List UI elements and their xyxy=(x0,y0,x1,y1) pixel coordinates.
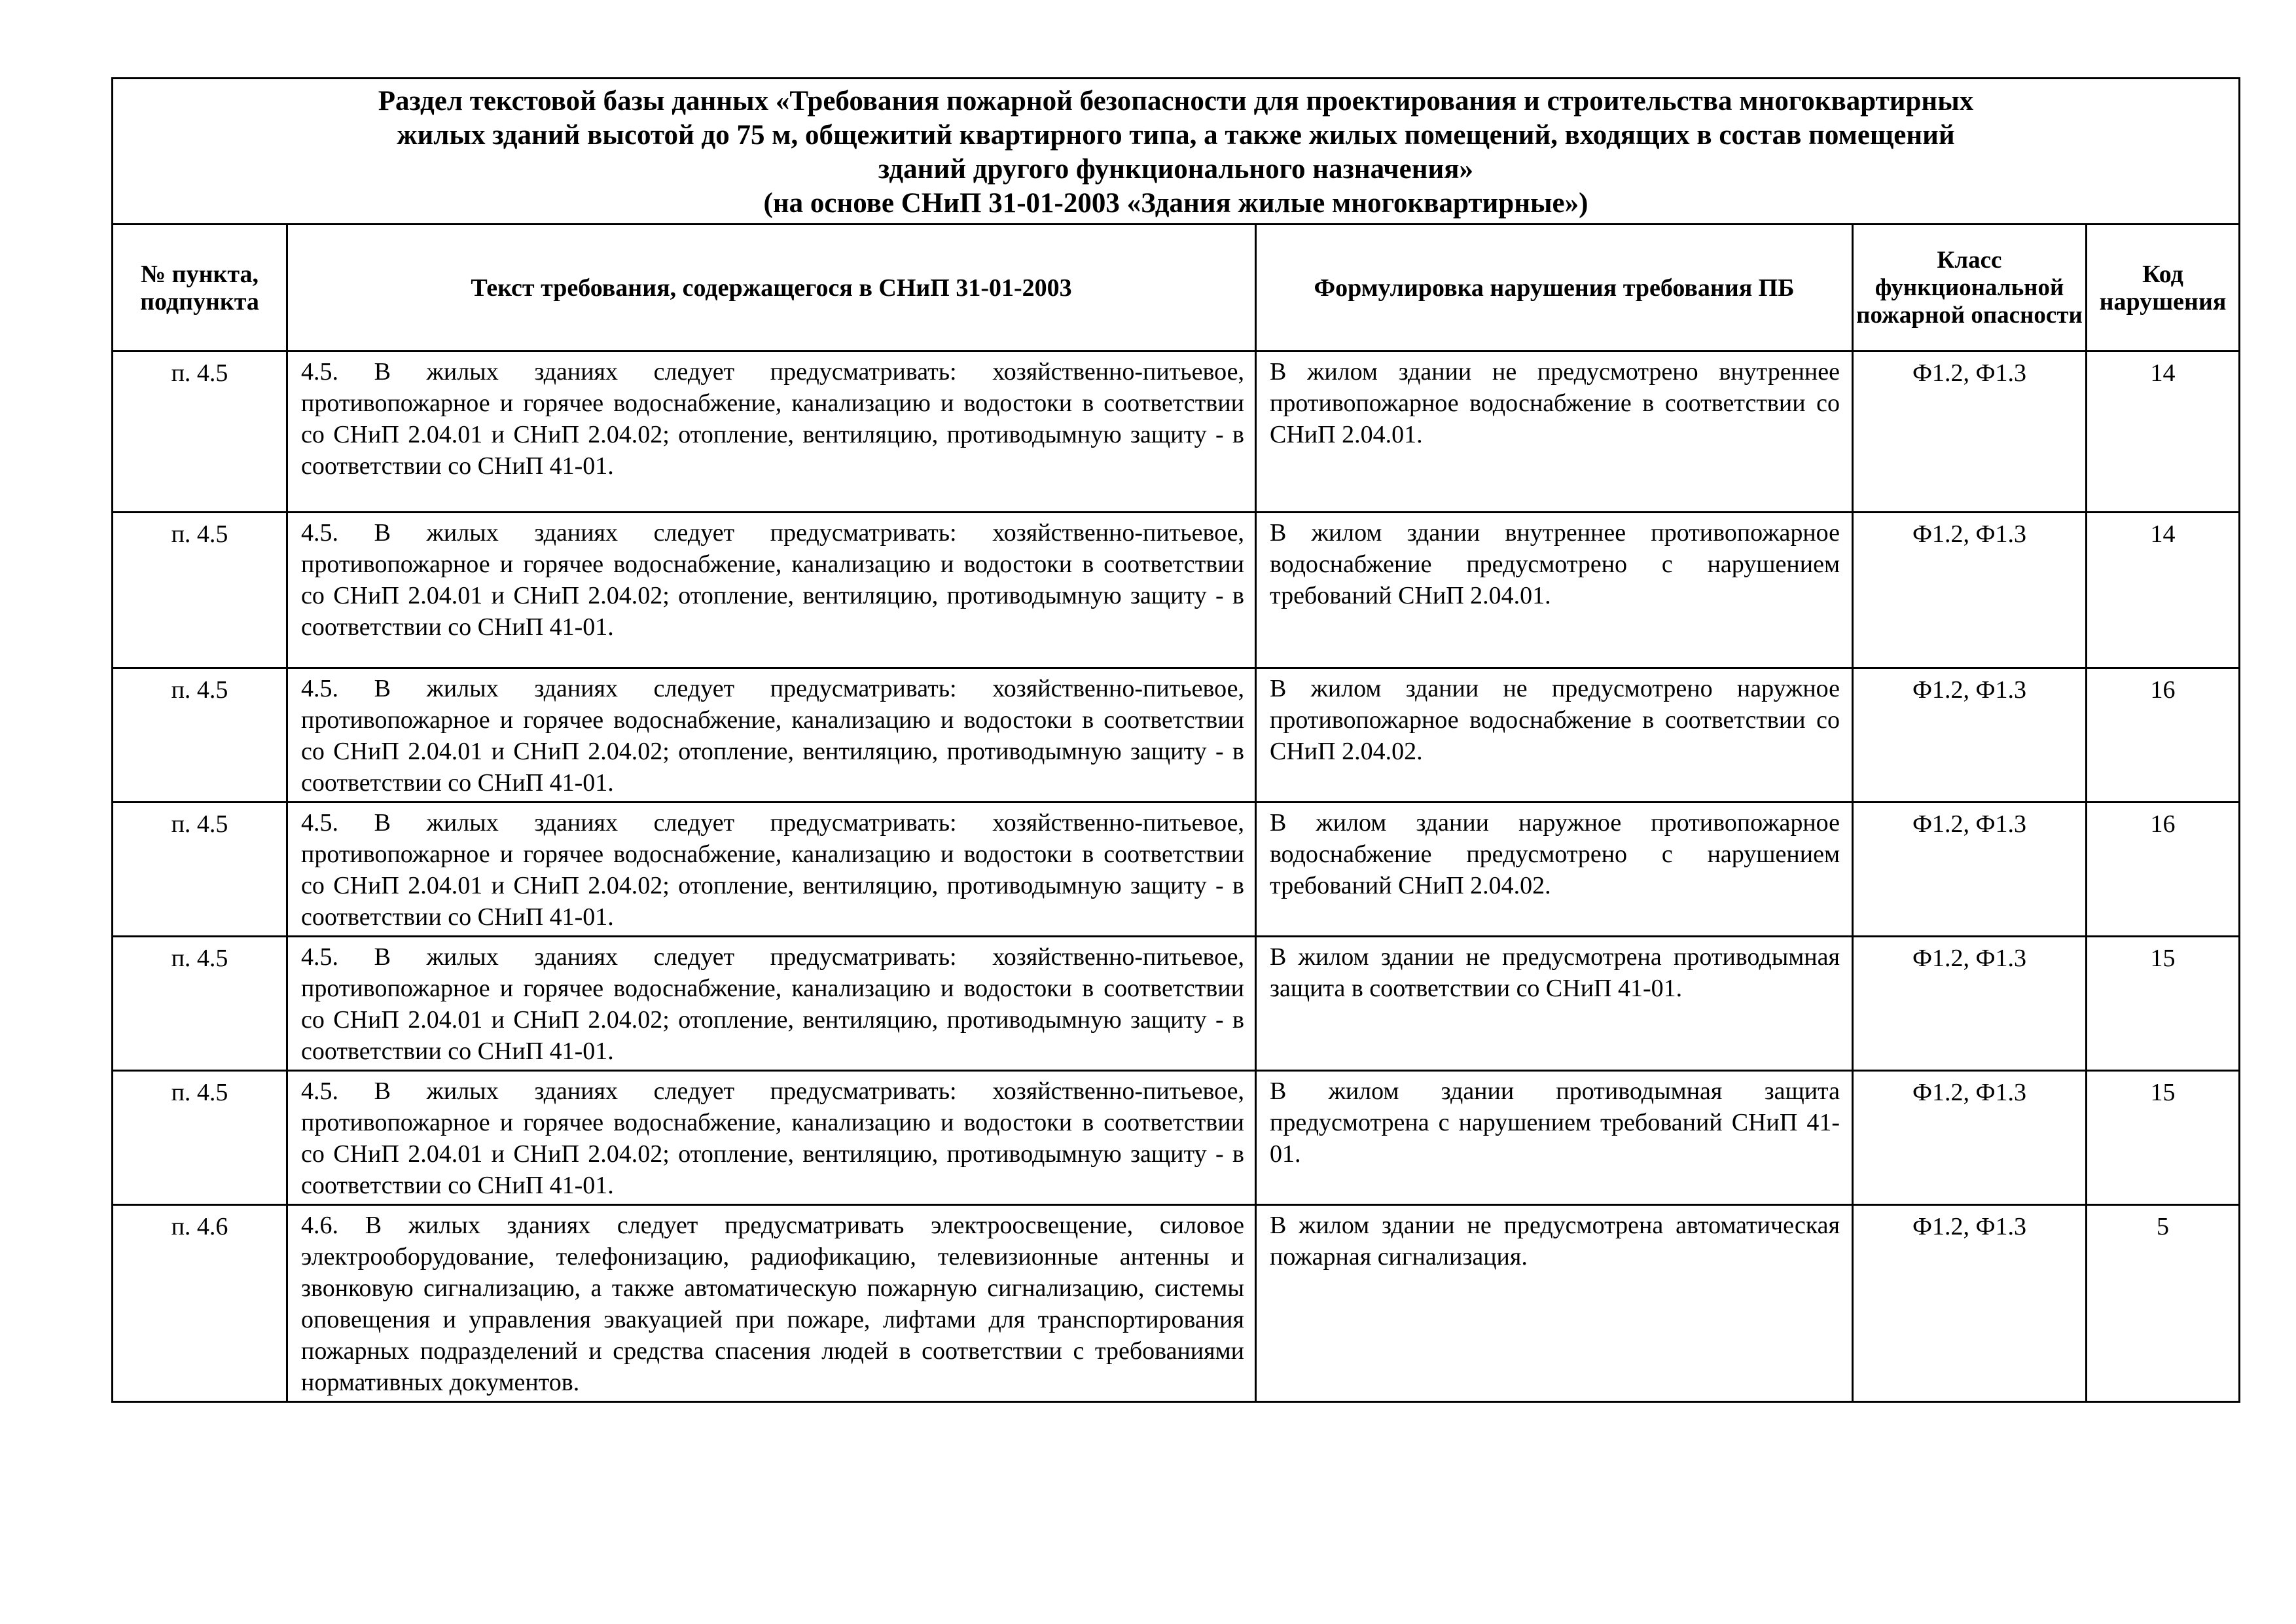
cell-requirement-text: 4.5. В жилых зданиях следует предусматривать: хозяйственно-питьевое, противопожарное и горячее водоснабжение, канализацию и водостоки в соответствии со СНиП 2.04.01 и СНиП 2.04.02; отопление, вентиляцию, противодымную защиту - в соответствии со СНиП 41-01. xyxy=(287,668,1256,803)
cell-requirement-text: 4.5. В жилых зданиях следует предусматривать: хозяйственно-питьевое, противопожарное и горячее водоснабжение, канализацию и водостоки в соответствии со СНиП 2.04.01 и СНиП 2.04.02; отопление, вентиляцию, противодымную защиту - в соответствии со СНиП 41-01. xyxy=(287,513,1256,668)
cell-violation: В жилом здании не предусмотрено наружное противопожарное водоснабжение в соответствии со СНиП 2.04.02. xyxy=(1256,668,1853,803)
cell-violation: В жилом здании не предусмотрена противодымная защита в соответствии со СНиП 41-01. xyxy=(1256,937,1853,1071)
table-row xyxy=(113,352,2240,513)
cell-violation: В жилом здании не предусмотрена автоматическая пожарная сигнализация. xyxy=(1256,1205,1853,1402)
cell-requirement-text: 4.6. В жилых зданиях следует предусматривать электроосвещение, силовое электрооборудование, телефонизацию, радиофикацию, телевизионные антенны и звонковую сигнализацию, а также автоматическую пожарную сигнализацию, системы оповещения и управления эвакуацией при пожаре, лифтами для транспортирования пожарных подразделений и средства спасения людей в соответствии с требованиями нормативных документов. xyxy=(287,1205,1256,1402)
cell-code: 14 xyxy=(2087,513,2240,668)
cell-number: п. 4.5 xyxy=(113,668,287,803)
column-header-code: Код нарушения xyxy=(2087,225,2240,352)
cell-violation: В жилом здании противодымная защита предусмотрена с нарушением требований СНиП 41-01. xyxy=(1256,1071,1853,1205)
cell-class: Ф1.2, Ф1.3 xyxy=(1853,937,2087,1071)
column-header-number: № пункта, подпункта xyxy=(113,225,287,352)
cell-number: п. 4.5 xyxy=(113,352,287,513)
cell-code: 14 xyxy=(2087,352,2240,513)
table-row xyxy=(113,513,2240,668)
cell-code: 5 xyxy=(2087,1205,2240,1402)
requirements-table xyxy=(111,77,2240,1403)
cell-requirement-text: 4.5. В жилых зданиях следует предусматривать: хозяйственно-питьевое, противопожарное и горячее водоснабжение, канализацию и водостоки в соответствии со СНиП 2.04.01 и СНиП 2.04.02; отопление, вентиляцию, противодымную защиту - в соответствии со СНиП 41-01. xyxy=(287,803,1256,937)
column-header-class: Класс функциональной пожарной опасности xyxy=(1853,225,2087,352)
cell-number: п. 4.5 xyxy=(113,1071,287,1205)
cell-requirement-text: 4.5. В жилых зданиях следует предусматривать: хозяйственно-питьевое, противопожарное и горячее водоснабжение, канализацию и водостоки в соответствии со СНиП 2.04.01 и СНиП 2.04.02; отопление, вентиляцию, противодымную защиту - в соответствии со СНиП 41-01. xyxy=(287,937,1256,1071)
cell-class: Ф1.2, Ф1.3 xyxy=(1853,1071,2087,1205)
cell-requirement-text: 4.5. В жилых зданиях следует предусматривать: хозяйственно-питьевое, противопожарное и горячее водоснабжение, канализацию и водостоки в соответствии со СНиП 2.04.01 и СНиП 2.04.02; отопление, вентиляцию, противодымную защиту - в соответствии со СНиП 41-01. xyxy=(287,1071,1256,1205)
cell-number: п. 4.5 xyxy=(113,513,287,668)
table-row xyxy=(113,803,2240,937)
cell-violation: В жилом здании наружное противопожарное водоснабжение предусмотрено с нарушением требований СНиП 2.04.02. xyxy=(1256,803,1853,937)
table-row xyxy=(113,1071,2240,1205)
cell-number: п. 4.5 xyxy=(113,937,287,1071)
cell-code: 16 xyxy=(2087,803,2240,937)
cell-number: п. 4.6 xyxy=(113,1205,287,1402)
title-line: Раздел текстовой базы данных «Требования пожарной безопасности для проектирования и строительства многоквартирных xyxy=(378,86,1974,117)
cell-code: 15 xyxy=(2087,1071,2240,1205)
document-sheet xyxy=(111,77,2238,1403)
cell-class: Ф1.2, Ф1.3 xyxy=(1853,513,2087,668)
cell-class: Ф1.2, Ф1.3 xyxy=(1853,352,2087,513)
title-line: жилых зданий высотой до 75 м, общежитий квартирного типа, а также жилых помещений, входящих в состав помещений xyxy=(397,120,1955,151)
cell-violation: В жилом здании внутреннее противопожарное водоснабжение предусмотрено с нарушением требований СНиП 2.04.01. xyxy=(1256,513,1853,668)
column-header-text: Текст требования, содержащегося в СНиП 31-01-2003 xyxy=(287,225,1256,352)
column-header-violation: Формулировка нарушения требования ПБ xyxy=(1256,225,1853,352)
cell-code: 15 xyxy=(2087,937,2240,1071)
cell-class: Ф1.2, Ф1.3 xyxy=(1853,1205,2087,1402)
cell-code: 16 xyxy=(2087,668,2240,803)
cell-class: Ф1.2, Ф1.3 xyxy=(1853,668,2087,803)
document-title xyxy=(113,79,2240,225)
header-row xyxy=(113,225,2240,352)
table-row xyxy=(113,937,2240,1071)
table-row xyxy=(113,1205,2240,1402)
table-row xyxy=(113,668,2240,803)
cell-number: п. 4.5 xyxy=(113,803,287,937)
cell-requirement-text: 4.5. В жилых зданиях следует предусматривать: хозяйственно-питьевое, противопожарное и горячее водоснабжение, канализацию и водостоки в соответствии со СНиП 2.04.01 и СНиП 2.04.02; отопление, вентиляцию, противодымную защиту - в соответствии со СНиП 41-01. xyxy=(287,352,1256,513)
title-row xyxy=(113,79,2240,225)
cell-class: Ф1.2, Ф1.3 xyxy=(1853,803,2087,937)
title-line: зданий другого функционального назначения» xyxy=(878,154,1474,185)
cell-violation: В жилом здании не предусмотрено внутреннее противопожарное водоснабжение в соответствии со СНиП 2.04.01. xyxy=(1256,352,1853,513)
title-line: (на основе СНиП 31-01-2003 «Здания жилые многоквартирные») xyxy=(763,188,1588,219)
